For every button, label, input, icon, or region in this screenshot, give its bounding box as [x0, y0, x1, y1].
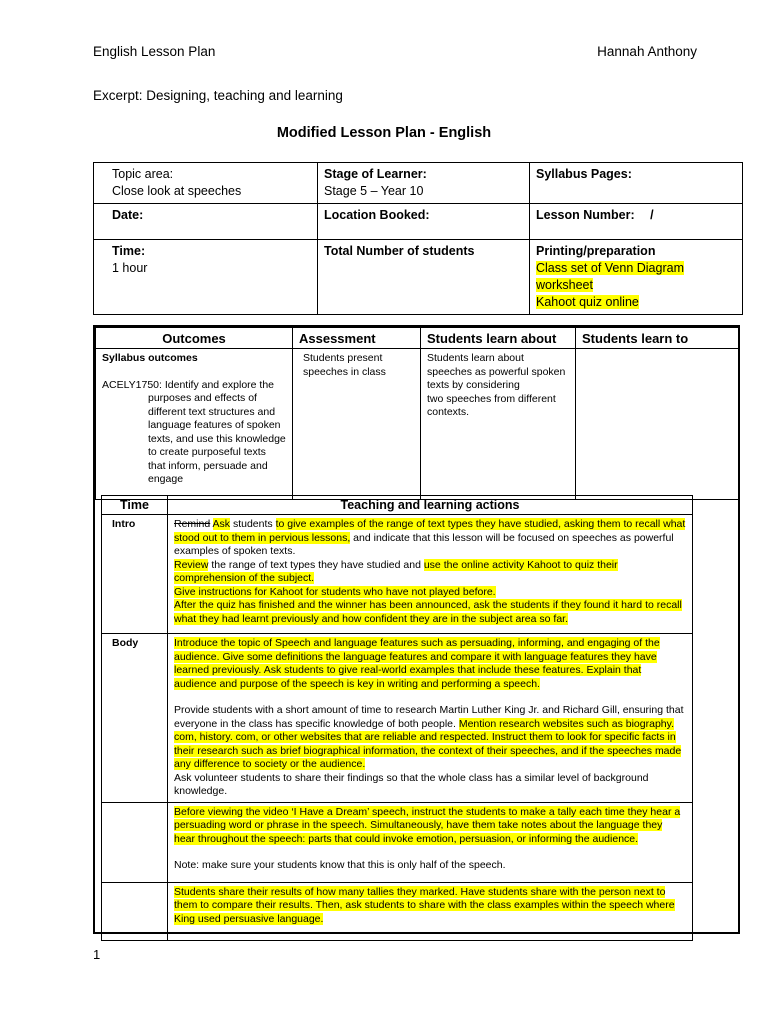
syllabus-outcomes-heading: Syllabus outcomes	[102, 352, 198, 364]
outcomes-block	[93, 325, 740, 934]
intro-text: the range of text types they have studied and	[208, 558, 424, 571]
stage-label: Stage of Learner:	[324, 167, 427, 181]
share-instructions: Students share their results of how many tallies they marked. Have students share with the person next to them to compare their results. Then, ask students to share with the class examples within the speech where King used persuasive language.	[174, 885, 675, 925]
outcome-text: purposes and effects of different text structures and language features of spoken texts, and use this knowledge to create purposeful texts that inform, persuade and engage	[148, 392, 286, 485]
header-author: Hannah Anthony	[597, 44, 697, 59]
col-learn-to: Students learn to	[576, 328, 739, 349]
intro-text: to give examples of the range of text types they have studied, asking them to recall what stood out to them in pervious lessons,	[174, 518, 686, 544]
body-text: Mention research websites such as biography. com, history. com, or other websites that are reliable and respected. Instruct them to look for specific facts in their research such as brief biographical information, the context of their speeches, and if the speeches made any difference to society or the audience.	[174, 717, 682, 770]
learn-about-text-2: two speeches from different contexts.	[427, 392, 556, 418]
students-cell	[318, 240, 530, 315]
row4-time	[102, 882, 168, 940]
time-label: Time:	[112, 244, 146, 258]
outcome-code: ACELY1750:	[102, 378, 162, 391]
excerpt-line: Excerpt: Designing, teaching and learning	[93, 88, 343, 103]
intro-text: After the quiz has finished and the winner has been announced, ask the students if they found it hard to recall what they had learnt previously and how confident they are in the subject area so far.	[174, 599, 682, 625]
date-label: Date:	[112, 208, 144, 222]
time-value: 1 hour	[112, 261, 148, 275]
col-outcomes: Outcomes	[96, 328, 293, 349]
intro-label: Intro	[102, 515, 168, 634]
printing-item: Kahoot quiz online	[536, 295, 639, 309]
teaching-table	[101, 495, 693, 941]
row4-actions	[168, 882, 693, 940]
stage-cell	[318, 163, 530, 204]
students-label: Total Number of students	[324, 244, 475, 258]
body-actions	[168, 634, 693, 803]
lesson-number-value: /	[650, 208, 654, 222]
lesson-info-table	[93, 162, 743, 315]
body-text: Ask volunteer students to share their findings so that the whole class has a similar level of background knowledge.	[174, 771, 649, 797]
topic-cell	[94, 163, 318, 204]
lesson-number-cell	[530, 204, 743, 240]
learn-about-cell	[421, 349, 576, 500]
note-text: Note: make sure your students know that this is only half of the speech.	[174, 859, 506, 871]
learn-about-text: Students learn about speeches as powerful spoken texts by considering	[427, 352, 566, 391]
intro-text: Give instructions for Kahoot for students who have not played before.	[174, 585, 496, 598]
video-instructions: Before viewing the video ‘I Have a Dream’ speech, instruct the students to make a tally each time they hear a persuading word or phrase in the speech. Simultaneously, have them take notes about the language they hear throughout the speech: parts that could invoke emotion, persuasion, or informing the audience.	[174, 805, 681, 845]
learn-to-cell	[576, 349, 739, 500]
page-title: Modified Lesson Plan - English	[276, 125, 492, 141]
time-cell	[94, 240, 318, 315]
row3-actions	[168, 802, 693, 882]
intro-actions	[168, 515, 693, 634]
body-text: Provide students with a short amount of time to research Martin Luther King Jr. and Richard Gill, ensuring that everyone in the class has specific knowledge of both people.	[174, 704, 684, 730]
intro-text: Ask	[212, 518, 231, 530]
outcomes-table	[95, 327, 739, 500]
location-cell	[318, 204, 530, 240]
syllabus-label: Syllabus Pages:	[536, 167, 632, 181]
assessment-text: Students present speeches in class	[303, 352, 386, 378]
stage-value: Stage 5 – Year 10	[324, 184, 424, 198]
row3-time	[102, 802, 168, 882]
page-number: 1	[93, 947, 101, 962]
topic-value: Close look at speeches	[112, 184, 242, 198]
syllabus-cell	[530, 163, 743, 204]
printing-item: Class set of Venn Diagram worksheet	[536, 261, 684, 292]
outcomes-cell	[96, 349, 293, 500]
col-assessment: Assessment	[293, 328, 421, 349]
printing-cell	[530, 240, 743, 315]
date-cell	[94, 204, 318, 240]
body-label: Body	[102, 634, 168, 803]
assessment-cell	[293, 349, 421, 500]
col-time: Time	[102, 496, 168, 515]
col-learn-about: Students learn about	[421, 328, 576, 349]
location-label: Location Booked:	[324, 208, 430, 222]
intro-text: and indicate that this lesson will be focused on speeches as powerful examples of spoken texts.	[174, 531, 674, 557]
intro-text: use the online activity Kahoot to quiz their comprehension of the subject.	[174, 558, 618, 584]
col-actions: Teaching and learning actions	[168, 496, 693, 515]
topic-label: Topic area:	[112, 167, 174, 181]
intro-text: Review	[174, 558, 209, 571]
header-left: English Lesson Plan	[93, 44, 216, 59]
body-text: Introduce the topic of Speech and language features such as persuading, informing, and engaging of the audience. Give some definitions the language features and compare it with language features they have learned previously. Ask students to give real-world examples that include these features. Explain that audience and purpose of the speech is key in writing and performing a speech.	[174, 637, 660, 690]
intro-text: students	[230, 518, 276, 530]
lesson-number-label: Lesson Number:	[536, 208, 635, 222]
printing-label: Printing/preparation	[536, 244, 656, 258]
struck-word: Remind	[174, 518, 211, 530]
outcome-text-first: Identify and explore the	[164, 378, 275, 391]
